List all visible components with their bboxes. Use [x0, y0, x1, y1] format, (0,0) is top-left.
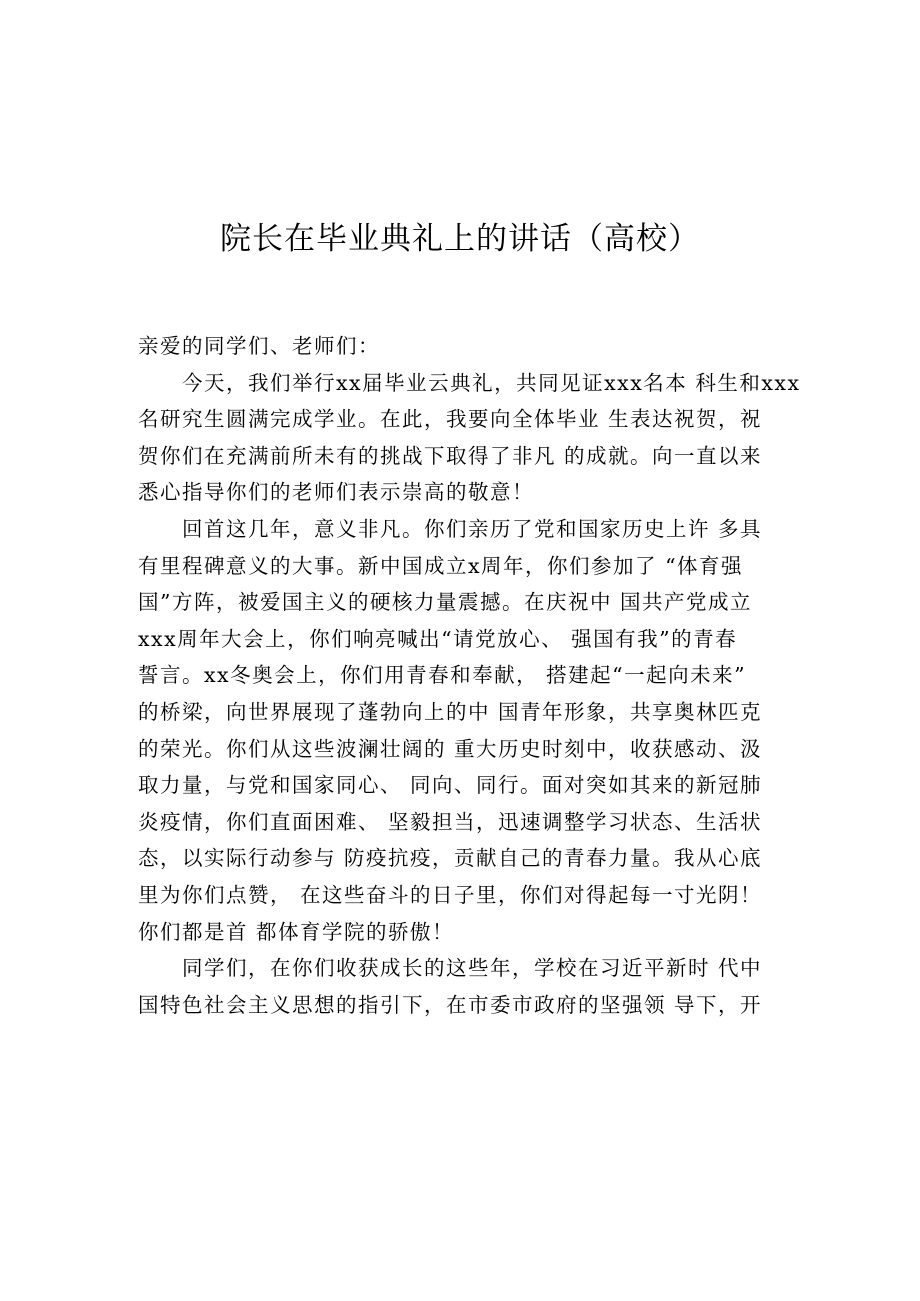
paragraph-line: xxx周年大会上，你们响亮喊出“请党放心、 强国有我”的青春 — [138, 626, 738, 651]
paragraph-line: 誓言。xx冬奥会上，你们用青春和奉献， 搭建起“一起向未来” — [138, 663, 747, 688]
paragraph-line: 悉心指导你们的老师们表示崇高的敬意！ — [138, 480, 534, 505]
document-title: 院长在毕业典礼上的讲话（高校） — [220, 221, 700, 257]
paragraph-2 — [138, 511, 798, 950]
paragraph-line: 国特色社会主义思想的指引下，在市委市政府的坚强领 导下，开 — [138, 992, 763, 1017]
paragraph-line: 里为你们点赞， 在这些奋斗的日子里，你们对得起每一寸光阴！ — [138, 882, 763, 907]
paragraph-line: 贺你们在充满前所未有的挑战下取得了非凡 的成就。向一直以来 — [138, 443, 763, 468]
paragraph-line: 今天，我们举行xx届毕业云典礼，共同见证xxx名本 科生和xxx — [138, 370, 801, 395]
document-body — [138, 328, 801, 1023]
paragraph-line: 回首这几年，意义非凡。你们亲历了党和国家历史上许 多具 — [138, 516, 763, 541]
paragraph-line: 有里程碑意义的大事。新中国成立x周年，你们参加了 “体育强 — [138, 553, 744, 578]
paragraph-line: 同学们，在你们收获成长的这些年，学校在习近平新时 代中 — [138, 956, 763, 981]
paragraph-line: 的荣光。你们从这些波澜壮阔的 重大历史时刻中，收获感动、汲 — [138, 736, 763, 761]
paragraph-line: 的桥梁，向世界展现了蓬勃向上的中 国青年形象，共享奥林匹克 — [138, 699, 763, 724]
paragraph-1 — [138, 365, 801, 511]
paragraph-line: 名研究生圆满完成学业。在此，我要向全体毕业 生表达祝贺，祝 — [138, 407, 763, 432]
paragraph-line: 你们都是首 都体育学院的骄傲！ — [138, 919, 455, 944]
salutation — [138, 328, 798, 365]
paragraph-3 — [138, 950, 798, 1023]
paragraph-line: 炎疫情，你们直面困难、 坚毅担当，迅速调整学习状态、生活状 — [138, 809, 763, 834]
paragraph-line: 态，以实际行动参与 防疫抗疫，贡献自己的青春力量。我从心底 — [138, 846, 763, 871]
salutation-line: 亲爱的同学们、老师们： — [138, 334, 380, 358]
paragraph-line: 取力量，与党和国家同心、 同向、同行。面对突如其来的新冠肺 — [138, 773, 763, 798]
paragraph-line: 国”方阵，被爱国主义的硬核力量震撼。在庆祝中 国共产党成立 — [138, 590, 752, 615]
